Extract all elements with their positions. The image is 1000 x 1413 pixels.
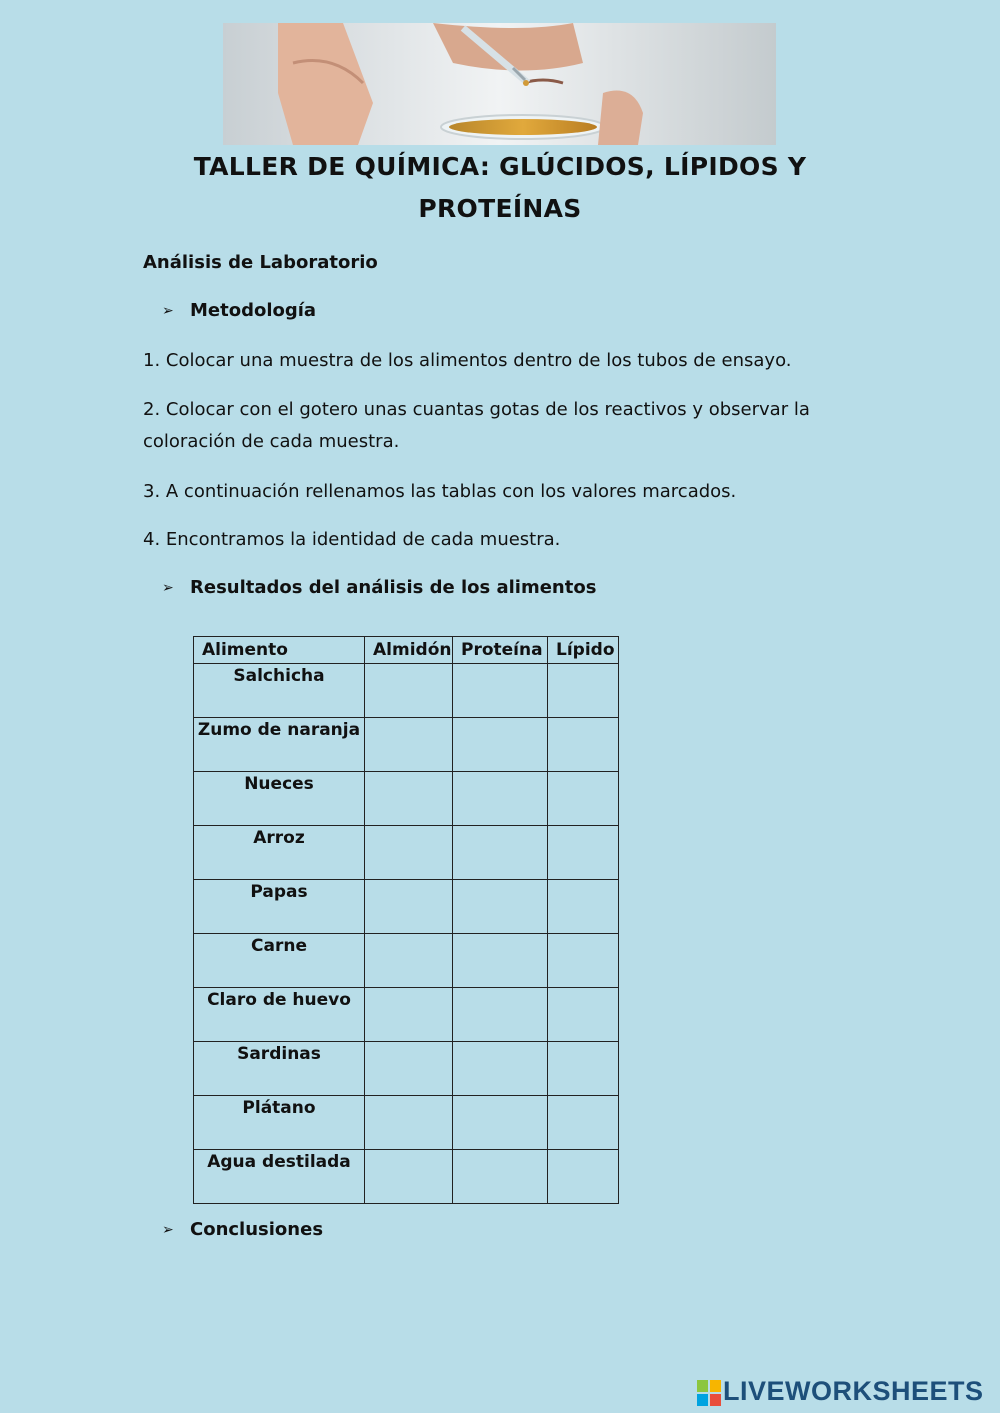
almidon-cell[interactable] (365, 934, 453, 988)
methodology-step-2: 2. Colocar con el gotero unas cuantas gotas de los reactivos y observar la (143, 399, 810, 420)
lipido-cell[interactable] (548, 772, 619, 826)
food-name: Plátano (194, 1096, 365, 1150)
lipido-cell[interactable] (548, 664, 619, 718)
almidon-cell[interactable] (365, 880, 453, 934)
methodology-step-4: 4. Encontramos la identidad de cada muestra. (143, 529, 561, 550)
conclusions-heading-label: Conclusiones (190, 1219, 324, 1240)
proteina-cell[interactable] (453, 934, 548, 988)
almidon-cell[interactable] (365, 772, 453, 826)
proteina-cell[interactable] (453, 988, 548, 1042)
methodology-heading (162, 300, 316, 321)
results-heading (162, 577, 596, 598)
proteina-cell[interactable] (453, 772, 548, 826)
methodology-step-2-cont: coloración de cada muestra. (143, 431, 400, 452)
page-title-line-1: TALLER DE QUÍMICA: GLÚCIDOS, LÍPIDOS Y (193, 152, 807, 181)
liveworksheets-logo-icon (697, 1380, 721, 1406)
lipido-cell[interactable] (548, 1150, 619, 1204)
almidon-cell[interactable] (365, 988, 453, 1042)
lipido-cell[interactable] (548, 826, 619, 880)
food-name: Agua destilada (194, 1150, 365, 1204)
lipido-cell[interactable] (548, 1042, 619, 1096)
methodology-step-3: 3. A continuación rellenamos las tablas con los valores marcados. (143, 481, 737, 502)
almidon-cell[interactable] (365, 664, 453, 718)
arrow-bullet-icon: ➢ (162, 303, 174, 319)
banner-image (223, 23, 776, 145)
food-name: Arroz (194, 826, 365, 880)
arrow-bullet-icon: ➢ (162, 580, 174, 596)
table-row (194, 1042, 619, 1096)
table-row (194, 934, 619, 988)
lipido-cell[interactable] (548, 880, 619, 934)
table-row (194, 772, 619, 826)
column-header-lipido: Lípido (548, 637, 619, 664)
food-name: Zumo de naranja (194, 718, 365, 772)
almidon-cell[interactable] (365, 1042, 453, 1096)
table-row (194, 1150, 619, 1204)
lipido-cell[interactable] (548, 988, 619, 1042)
food-name: Salchicha (194, 664, 365, 718)
food-name: Nueces (194, 772, 365, 826)
lipido-cell[interactable] (548, 1096, 619, 1150)
page-title (150, 146, 850, 230)
section-heading: Análisis de Laboratorio (143, 252, 378, 273)
almidon-cell[interactable] (365, 1150, 453, 1204)
almidon-cell[interactable] (365, 1096, 453, 1150)
table-row (194, 718, 619, 772)
proteina-cell[interactable] (453, 1042, 548, 1096)
almidon-cell[interactable] (365, 718, 453, 772)
table-header-row (194, 637, 619, 664)
lipido-cell[interactable] (548, 934, 619, 988)
table-row (194, 664, 619, 718)
food-name: Claro de huevo (194, 988, 365, 1042)
results-table (193, 636, 619, 1204)
scientist-illustration (223, 23, 776, 145)
page-title-line-2: PROTEÍNAS (418, 194, 582, 223)
liveworksheets-logo[interactable] (697, 1376, 994, 1410)
food-name: Papas (194, 880, 365, 934)
methodology-heading-label: Metodología (190, 300, 317, 321)
column-header-alimento: Alimento (194, 637, 365, 664)
food-name: Carne (194, 934, 365, 988)
proteina-cell[interactable] (453, 826, 548, 880)
food-name: Sardinas (194, 1042, 365, 1096)
column-header-almidon: Almidón (365, 637, 453, 664)
lipido-cell[interactable] (548, 718, 619, 772)
almidon-cell[interactable] (365, 826, 453, 880)
column-header-proteina: Proteína (453, 637, 548, 664)
proteina-cell[interactable] (453, 1150, 548, 1204)
arrow-bullet-icon: ➢ (162, 1222, 174, 1238)
results-heading-label: Resultados del análisis de los alimentos (190, 577, 597, 598)
proteina-cell[interactable] (453, 718, 548, 772)
conclusions-heading (162, 1219, 323, 1240)
table-row (194, 826, 619, 880)
proteina-cell[interactable] (453, 1096, 548, 1150)
table-row (194, 988, 619, 1042)
liveworksheets-logo-text: LIVEWORKSHEETS (723, 1376, 984, 1406)
proteina-cell[interactable] (453, 664, 548, 718)
proteina-cell[interactable] (453, 880, 548, 934)
methodology-step-1: 1. Colocar una muestra de los alimentos dentro de los tubos de ensayo. (143, 350, 792, 371)
table-row (194, 880, 619, 934)
table-row (194, 1096, 619, 1150)
